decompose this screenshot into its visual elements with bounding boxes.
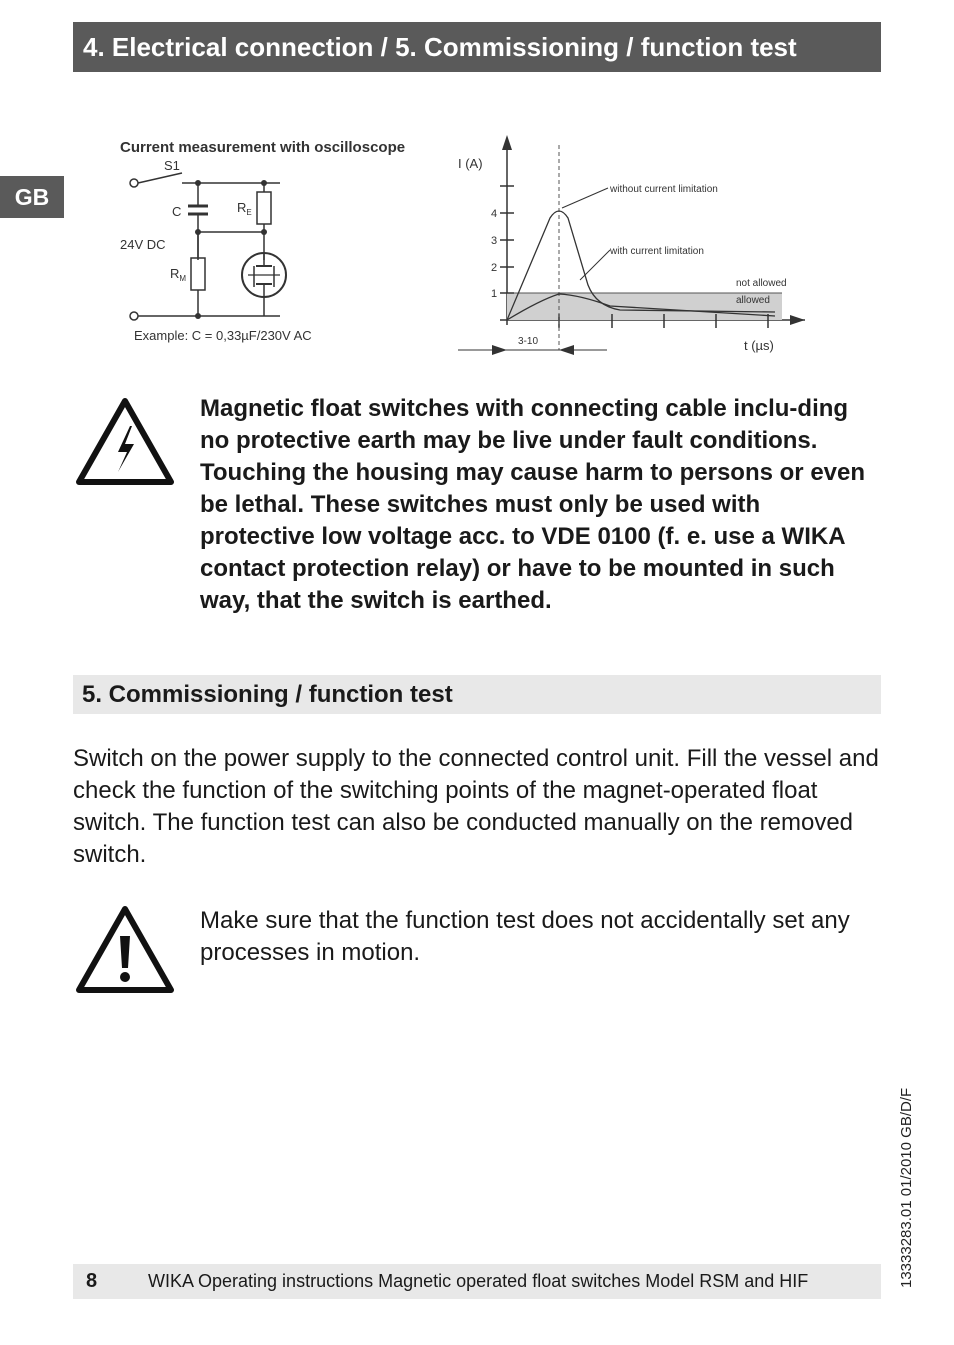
footer (73, 1264, 881, 1299)
curve-without-label: without current limitation (610, 184, 718, 195)
section-title: 5. Commissioning / function test (73, 675, 881, 714)
zone-not-allowed-label: not allowed (736, 278, 787, 289)
electrical-warning-text: Magnetic float switches with connecting cable inclu-ding no protective earth may be live under fault conditions. Touching the housing may cause harm to persons or even be lethal. These switches must only be used with protective low voltage acc. to VDE 0100 (f. e. use a WIKA contact protection relay) or have to be mounted in such way, that the switch is earthed. (200, 395, 866, 614)
example-text: Example: C = 0,33µF/230V AC (134, 328, 312, 343)
high-voltage-warning-icon (74, 396, 176, 488)
y-tick-1: 1 (491, 288, 498, 300)
y-tick-4: 4 (491, 208, 498, 220)
graph-y-label: I (A) (458, 156, 483, 171)
exclamation-warning-icon (74, 904, 176, 996)
supply-label: 24V DC (120, 237, 166, 252)
circuit-title: Current measurement with oscilloscope (120, 139, 406, 156)
graph-x-label: t (µs) (744, 338, 774, 353)
time-span-label: 3-10 (518, 336, 539, 347)
y-tick-3: 3 (491, 235, 498, 247)
document-code: 13333283.01 01/2010 GB/D/F (898, 1087, 915, 1288)
circuit-and-current-diagram (110, 130, 810, 370)
section-body: Switch on the power supply to the connected control unit. Fill the vessel and check the function of the switching points of the magnet-operated float switch. The function test can also be conducted manually on the removed switch. (73, 745, 879, 868)
function-test-warning-text: Make sure that the function test does not accidentally set any processes in motion. (200, 907, 850, 966)
resistor-m-label: $R_M$ (170, 266, 187, 283)
footer-title: WIKA Operating instructions Magnetic operated float switches Model RSM and HIF (148, 1271, 809, 1291)
capacitor-label: C (172, 204, 182, 219)
zone-allowed-label: allowed (736, 295, 770, 306)
curve-with-label: with current limitation (610, 246, 704, 257)
y-tick-2: 2 (491, 262, 498, 274)
switch-label: S1 (164, 158, 180, 173)
resistor-e-label: $R_E$ (237, 200, 252, 217)
page-number: 8 (86, 1270, 98, 1292)
page-header-title: 4. Electrical connection / 5. Commissioning / function test (73, 22, 881, 72)
language-tab: GB (0, 176, 64, 218)
